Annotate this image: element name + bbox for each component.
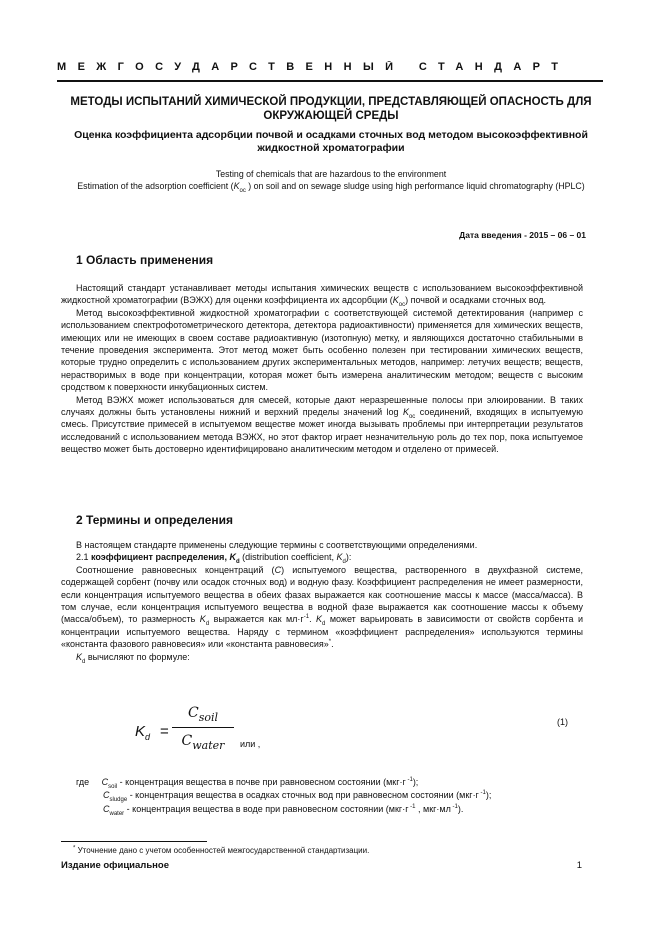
section-1-paragraph-2: Метод высокоэффективной жидкостной хроматографии с соответствующей системой детектирования (например с использованием спектрофотометрического детектора, детектора радиоактивности) применяется для химических веществ, имеющих или не имеющих в своем составе радиоактивную (изотопную) метку, и являющихся достаточно стабильными в течение проведения эксперимента. Этот метод может быть особенно полезен при тестировании химических веществ, которые трудно определить с использованием других экспериментальных методов, например: летучих веществ; веществ, нерастворимых в воде при концентрации, которая может быть измерена аналитическим методом; веществ с высоким сродством к поверхности инкубационных систем. bbox=[61, 307, 583, 393]
formula-intro: $K_d$ вычисляют по формуле: bbox=[76, 651, 190, 665]
edition-label: Издание официальное bbox=[61, 860, 169, 871]
formula-or-text: или , bbox=[240, 739, 261, 749]
header-rule bbox=[57, 80, 603, 82]
definition-2-1: 2.1 коэффициент распределения, $K_d$ (distribution coefficient, $K_d$): bbox=[76, 552, 352, 566]
footnote: * Уточнение дано с учетом особенностей межгосударственной стандартизации. bbox=[73, 845, 370, 855]
variable-row-soil: где $C_{soil}$ - концентрация вещества в почве при равновесном состоянии (мкг·г $^{-1}$); bbox=[76, 777, 419, 790]
formula-fraction bbox=[172, 700, 234, 755]
formula-1 bbox=[130, 700, 590, 760]
definition-text: Соотношение равновесных концентраций (C) испытуемого вещества, растворенного в двухфазной системе, содержащей сорбент (почву или осадок сточных вод) и водную фазу. Коэффициент распределения не имеет размерности, если концентрация испытуемого вещества в обеих фазах выражается как соотношение массы к массе (масса/масса). В том случае, если концентрация испытуемого вещества в водной фазе выражается как соотношение массы к объему (масса/объем), то размерность $K_d$ выражается как $мл\cdot г^{-1}$. $K_d$ может варьировать в зависимости от свойств сорбента и концентрации испытуемого вещества. Наряду с термином «коэффициент распределения» используются термины «константа фазового равновесия» или «константа равновесия»*. bbox=[61, 564, 584, 650]
standard-label: МЕЖГОСУДАРСТВЕННЫЙ СТАНДАРТ bbox=[57, 61, 570, 73]
section-1-paragraph-3: Метод ВЭЖХ может использоваться для смесей, которые дают неразрешенные полосы при элюировании. В таких случаях должны быть установлены нижний и верхний пределы значений $\log K_{oc}$ соединений, входящих в испытуемую смесь. Присутствие примесей в испытуемом веществе может иногда вызывать проблемы при интерпретации результатов исследований с использованием метода ВЭЖХ, но этот фактор играет незначительную роль до тех пор, пока испытуемое вещество может быть достоверно идентифицировано аналитическим методом и отделено от примесей. bbox=[61, 394, 583, 455]
document-subtitle: Оценка коэффициента адсорбции почвой и осадками сточных вод методом высокоэффективной жидкостной хроматографии bbox=[74, 129, 588, 154]
section-1-paragraph-1: Настоящий стандарт устанавливает методы испытания химических веществ с использованием высокоэффективной жидкостной хроматографии (ВЭЖХ) для оценки коэффициента их адсорбции $(K_{oc})$ почвой и осадками сточных вод. bbox=[61, 283, 583, 309]
english-title-line1: Testing of chemicals that are hazardous to the environment bbox=[215, 169, 447, 179]
section-1-body bbox=[61, 282, 583, 456]
variable-row-water: $C_{water}$ - концентрация вещества в воде при равновесном состоянии (мкг·г $^{-1}$ , мкг·мл $^{-1}$). bbox=[103, 803, 464, 817]
english-title bbox=[58, 169, 604, 192]
section-1-heading: 1 Область применения bbox=[76, 253, 214, 267]
equation-number: (1) bbox=[557, 717, 568, 727]
footnote-separator bbox=[61, 841, 207, 842]
english-title-line2: Estimation of the adsorption coefficient ($K_{oc}$ ) on soil and on sewage sludge using high performance liquid chromatography (HPLC) bbox=[77, 180, 585, 194]
introduction-date: Дата введения - 2015 – 06 – 01 bbox=[459, 230, 586, 240]
formula-lhs: $K_d$ bbox=[135, 723, 151, 742]
variable-definitions bbox=[76, 776, 596, 816]
formula-denominator: $C_{water}$ bbox=[181, 733, 225, 752]
fraction-bar bbox=[172, 727, 234, 728]
variable-row-sludge: $C_{sludge}$ - концентрация вещества в осадках сточных вод при равновесном состоянии (мкг·г $^{-1}$); bbox=[103, 790, 492, 804]
section-2-heading: 2 Термины и определения bbox=[76, 513, 234, 527]
section-2-intro: В настоящем стандарте применены следующие термины с соответствующими определениями. bbox=[76, 540, 478, 550]
page-number: 1 bbox=[576, 860, 582, 871]
section-2-body bbox=[61, 539, 583, 663]
formula-numerator: $C_{soil}$ bbox=[187, 705, 219, 724]
document-title: МЕТОДЫ ИСПЫТАНИЙ ХИМИЧЕСКОЙ ПРОДУКЦИИ, ПРЕДСТАВЛЯЮЩЕЙ ОПАСНОСТЬ ДЛЯ ОКРУЖАЮЩЕЙ СРЕДЫ bbox=[70, 96, 592, 122]
formula-equals: = bbox=[160, 723, 169, 740]
